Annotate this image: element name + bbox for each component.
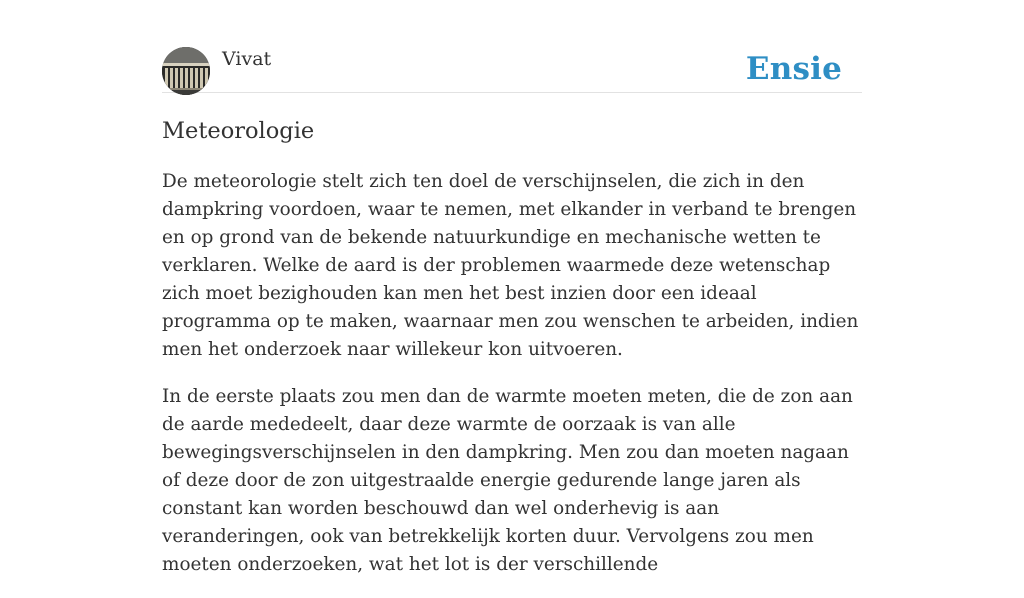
avatar[interactable] — [162, 47, 210, 95]
article-body — [162, 168, 862, 598]
page-title: Meteorologie — [162, 118, 315, 144]
article-paragraph: In de eerste plaats zou men dan de warmte moeten meten, die de zon aan de aarde mededeelt, daar deze warmte de oorzaak is van alle bewegingsverschijnselen in den dampkring. Men zou dan moeten nagaan of deze door de zon uitgestraalde energie gedurende lange jaren als constant kan worden beschouwd dan wel onderhevig is aan veranderingen, ook van betrekkelijk korten duur. Vervolgens zou men moeten onderzoeken, wat het lot is der verschillende — [162, 386, 853, 575]
article-page — [162, 0, 862, 575]
article-header — [162, 0, 862, 93]
brand-logo[interactable]: Ensie — [745, 51, 842, 87]
bookshelf-avatar-icon — [162, 47, 210, 95]
author-name[interactable]: Vivat — [222, 48, 272, 70]
article-paragraph: De meteorologie stelt zich ten doel de verschijnselen, die zich in den dampkring voordoen, waar te nemen, met elkander in verband te brengen en op grond van de bekende natuurkundige en mechanische wetten te verklaren. Welke de aard is der problemen waarmede deze wetenschap zich moet bezighouden kan men het best inzien door een ideaal programma op te maken, waarnaar men zou wenschen te arbeiden, indien men het onderzoek naar willekeur kon uitvoeren. — [162, 171, 859, 360]
